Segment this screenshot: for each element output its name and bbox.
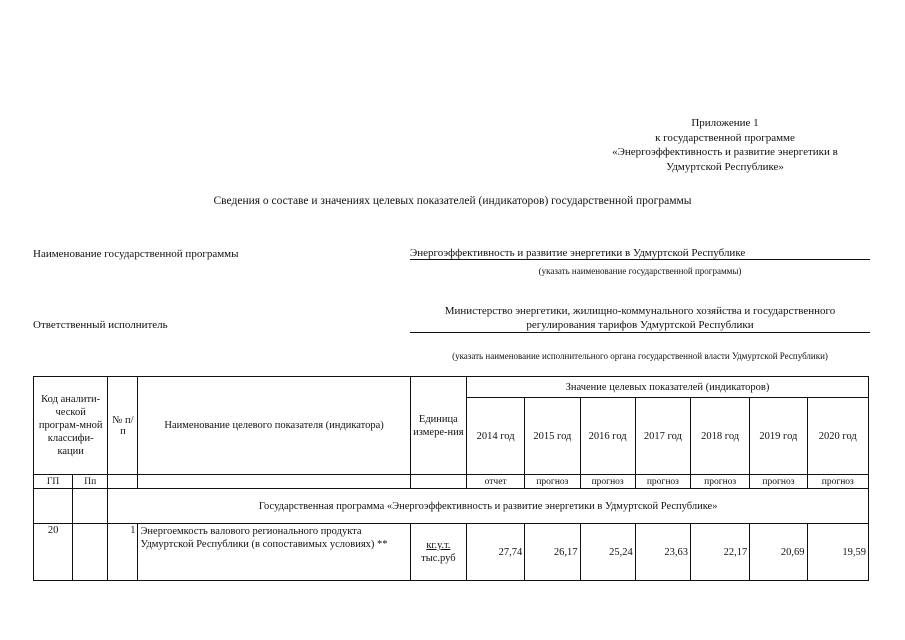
header-empty-num — [108, 475, 138, 489]
value-2016: 25,24 — [580, 524, 635, 581]
section-empty-pp — [73, 489, 108, 524]
section-title: Государственная программа «Энергоэффективность и развитие энергетики в Удмуртской Республике» — [108, 489, 869, 524]
value-2019: 20,69 — [750, 524, 807, 581]
executor-value — [410, 304, 870, 333]
header-name: Наименование целевого показателя (индикатора) — [138, 377, 410, 475]
table-row — [34, 524, 869, 581]
year-2018: 2018 год — [691, 398, 750, 475]
value-2017: 23,63 — [635, 524, 690, 581]
row-indicator-name: Энергоемкость валового регионального продукта Удмуртской Республики (в сопоставимых условиях) ** — [138, 524, 410, 581]
indicators-table — [33, 376, 869, 581]
kind-2015: прогноз — [525, 475, 580, 489]
row-unit-denominator: тыс.руб — [421, 553, 456, 564]
row-gp: 20 — [34, 524, 73, 581]
kind-2017: прогноз — [635, 475, 690, 489]
header-empty-unit — [410, 475, 466, 489]
row-num: 1 — [108, 524, 138, 581]
appendix-line-4: Удмуртской Республике» — [666, 160, 784, 173]
year-2016: 2016 год — [580, 398, 635, 475]
appendix-line-2: к государственной программе — [655, 131, 795, 144]
executor-label: Ответственный исполнитель — [33, 319, 168, 331]
program-value: Энергоэффективность и развитие энергетики в Удмуртской Республике — [410, 247, 870, 260]
executor-hint: (указать наименование исполнительного органа государственной власти Удмуртской Республики) — [452, 351, 828, 361]
table-header-row-3 — [34, 475, 869, 489]
kind-2016: прогноз — [580, 475, 635, 489]
header-gp: ГП — [34, 475, 73, 489]
value-2020: 19,59 — [807, 524, 868, 581]
value-2014: 27,74 — [467, 524, 525, 581]
year-2014: 2014 год — [467, 398, 525, 475]
header-num: № п/п — [108, 377, 138, 475]
appendix-block — [560, 116, 890, 174]
year-2017: 2017 год — [635, 398, 690, 475]
row-pp — [73, 524, 108, 581]
value-2018: 22,17 — [691, 524, 750, 581]
kind-2018: прогноз — [691, 475, 750, 489]
header-values: Значение целевых показателей (индикаторов) — [467, 377, 869, 398]
kind-2019: прогноз — [750, 475, 807, 489]
year-2015: 2015 год — [525, 398, 580, 475]
section-row — [34, 489, 869, 524]
row-unit — [410, 524, 466, 581]
header-pp: Пп — [73, 475, 108, 489]
value-2015: 26,17 — [525, 524, 580, 581]
year-2019: 2019 год — [750, 398, 807, 475]
section-empty-gp — [34, 489, 73, 524]
row-unit-numerator: кг.у.т. — [426, 540, 451, 551]
executor-value-line-2: регулирования тарифов Удмуртской Республики — [410, 318, 870, 333]
kind-2014: отчет — [467, 475, 525, 489]
header-empty-name — [138, 475, 410, 489]
header-unit: Единица измере-ния — [410, 377, 466, 475]
kind-2020: прогноз — [807, 475, 868, 489]
program-label: Наименование государственной программы — [33, 248, 239, 260]
document-heading: Сведения о составе и значениях целевых показателей (индикаторов) государственной программы — [213, 195, 692, 207]
appendix-line-1: Приложение 1 — [691, 117, 759, 129]
table-header-row-1 — [34, 377, 869, 398]
program-hint: (указать наименование государственной программы) — [538, 266, 742, 276]
header-code: Код аналити-ческой програм-мной классифи-кации — [34, 377, 108, 475]
year-2020: 2020 год — [807, 398, 868, 475]
executor-value-line-1: Министерство энергетики, жилищно-коммунального хозяйства и государственного — [444, 305, 836, 317]
appendix-line-3: «Энергоэффективность и развитие энергетики в — [612, 146, 838, 158]
